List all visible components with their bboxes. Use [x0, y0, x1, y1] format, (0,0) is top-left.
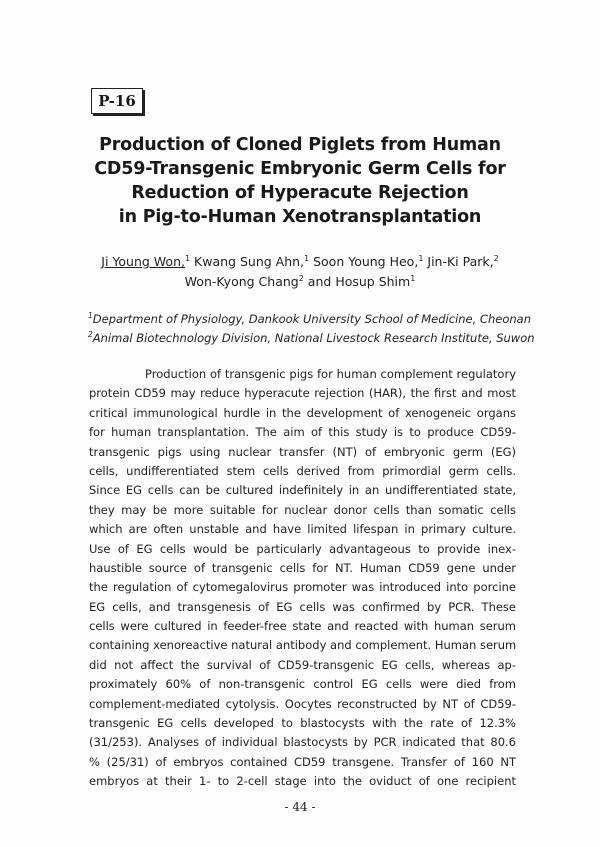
author-name: Jin-Ki Park, [427, 254, 494, 269]
title-line: CD59-Transgenic Embryonic Germ Cells for [94, 159, 506, 179]
author-list [60, 252, 540, 292]
author-conjunction: and [307, 274, 332, 289]
abstract-line: did not affect the survival of CD59-transgenic EG cells, whereas ap- [89, 657, 516, 672]
abstract-code-box [91, 88, 143, 114]
author-affil-sup: 2 [298, 274, 304, 283]
abstract-line: for human transplantation. The aim of this study is to produce CD59- [89, 425, 516, 440]
affiliation-text: Animal Biotechnology Division, National Livestock Research Institute, Suwon [92, 331, 535, 345]
author-name: Kwang Sung Ahn, [194, 254, 305, 269]
affiliation-line [88, 329, 535, 348]
abstract-line: which are often unstable and have limited lifespan in primary culture. [89, 522, 516, 537]
title-line: Production of Cloned Piglets from Human [99, 135, 501, 155]
abstract-line: EG cells, and transgenesis of EG cells was confirmed by PCR. These [89, 599, 516, 614]
author-affil-sup: 1 [184, 254, 191, 263]
affiliations [88, 310, 535, 348]
author-name: Hosup Shim [335, 274, 411, 289]
abstract-code: P-16 [98, 92, 136, 110]
abstract-line: complement-mediated cytolysis. Oocytes reconstructed by NT of CD59- [89, 696, 516, 711]
author-presenter: Ji Young Won, [101, 254, 185, 269]
abstract-line: they may be more suitable for nuclear donor cells than somatic cells [89, 502, 516, 517]
affiliation-sup: 2 [88, 330, 93, 339]
abstract-line: critical immunological hurdle in the development of xenogeneic organs [89, 405, 516, 420]
abstract-line: haustible source of transgenic cells for NT. Human CD59 gene under [89, 560, 516, 575]
abstract-line: (31/253). Analyses of individual blastocysts by PCR indicated that 80.6 [89, 735, 516, 750]
author-name: Soon Young Heo, [313, 254, 419, 269]
abstract-line: transgenic pigs using nuclear transfer (NT) of embryonic germ (EG) [89, 444, 516, 459]
author-affil-sup: 1 [410, 274, 416, 283]
page-number: - 44 - [284, 800, 316, 814]
paper-title [60, 133, 540, 229]
title-line: in Pig-to-Human Xenotransplantation [118, 207, 482, 227]
affiliation-line [88, 310, 531, 329]
abstract-line: transgenic EG cells developed to blastocysts with the rate of 12.3% [89, 716, 516, 731]
abstract-line: containing xenoreactive natural antibody and complement. Human serum [89, 638, 517, 653]
abstract-line: proximately 60% of non-transgenic control EG cells were died from [89, 677, 516, 692]
affiliation-sup: 1 [88, 311, 93, 320]
abstract-line: cells were cultured in feeder-free state and reacted with human serum [89, 619, 516, 634]
title-line: Reduction of Hyperacute Rejection [131, 183, 469, 203]
abstract-line: the regulation of cytomegalovirus promoter was introduced into porcine [89, 580, 516, 595]
author-line [60, 252, 540, 272]
abstract-line: embryos at their 1- to 2-cell stage into the oviduct of one recipient [89, 774, 516, 789]
abstract-body [89, 365, 516, 792]
abstract-line: protein CD59 may reduce hyperacute rejection (HAR), the first and most [89, 386, 516, 401]
abstract-line: cells, undifferentiated stem cells derived from primordial germ cells. [89, 463, 516, 478]
abstract-line: Production of transgenic pigs for human complement regulatory [145, 367, 516, 381]
abstract-line: Use of EG cells would be particularly advantageous to provide inex- [89, 541, 516, 556]
abstract-line: % (25/31) of embryos contained CD59 transgene. Transfer of 160 NT [89, 754, 516, 769]
abstract-line: Since EG cells can be cultured indefinitely in an undifferentiated state, [89, 483, 516, 498]
author-line [60, 272, 540, 292]
author-affil-sup: 2 [493, 254, 499, 263]
affiliation-text: Department of Physiology, Dankook University School of Medicine, Cheonan [92, 312, 531, 326]
author-affil-sup: 1 [304, 254, 310, 263]
author-affil-sup: 1 [418, 254, 424, 263]
author-name: Won-Kyong Chang [184, 274, 299, 289]
